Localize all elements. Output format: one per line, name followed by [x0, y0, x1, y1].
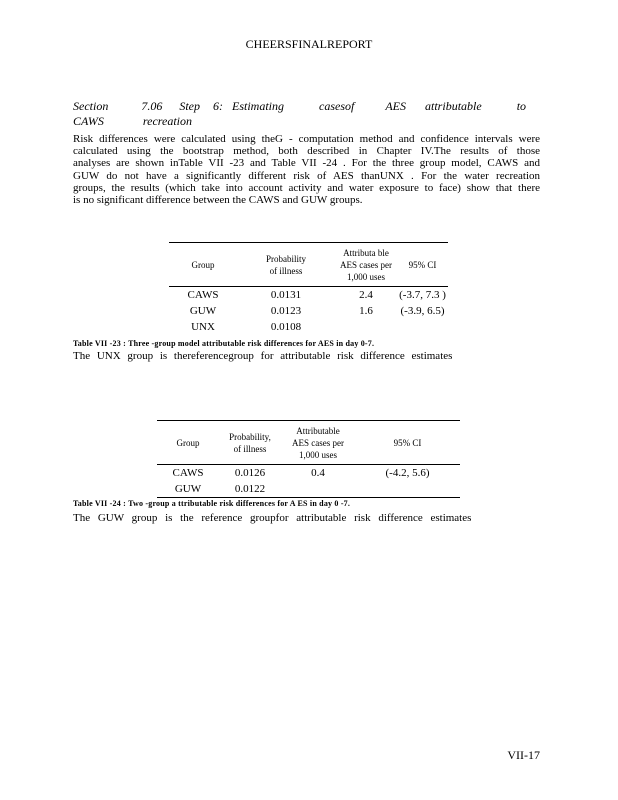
table-row	[157, 481, 460, 498]
cell-probability: 0.0131	[270, 289, 302, 301]
section-word-to: to	[516, 99, 527, 113]
cell-ci: (-3.7, 7.3 )	[399, 289, 446, 301]
header-probability: Probability of illness	[266, 253, 306, 276]
header-attributable: Attributa ble AES cases per 1,000 uses	[340, 247, 392, 282]
cell-group: GUW	[174, 483, 202, 495]
cell-group: CAWS	[172, 467, 204, 479]
header-probability: Probability, of illness	[229, 431, 271, 454]
table-header-row	[157, 421, 460, 465]
section-word-recreation: recreation	[142, 114, 192, 128]
cell-group: GUW	[189, 305, 217, 317]
section-word-aes: AES	[385, 99, 407, 113]
cell-probability: 0.0108	[270, 321, 302, 333]
table-vii-23-note: The UNX group is thereferencegroup for attributable risk difference estimates	[73, 350, 453, 362]
header-ci: 95% CI	[408, 259, 437, 270]
table-vii-23-caption: Table VII -23 : Three -group model attributable risk differences for AES in day 0-7.	[73, 339, 375, 348]
cell-ci	[355, 481, 460, 498]
table-row	[169, 319, 448, 335]
cell-probability: 0.0123	[270, 305, 302, 317]
table-vii-23	[169, 242, 448, 335]
cell-attributable	[335, 319, 397, 335]
cell-ci	[397, 319, 448, 335]
paragraph-line: GUW do not have a significantly different risk of AES thanUNX . For the water recreation	[73, 169, 540, 182]
body-paragraph	[73, 133, 540, 206]
cell-attributable: 0.4	[311, 467, 325, 479]
cell-probability: 0.0126	[234, 467, 266, 479]
cell-attributable	[281, 481, 355, 498]
section-word-estimating: Estimating	[232, 99, 285, 113]
cell-probability: 0.0122	[234, 483, 266, 495]
cell-group: UNX	[191, 321, 215, 333]
cell-ci: (-3.9, 6.5)	[400, 305, 445, 317]
table-vii-24	[157, 420, 460, 498]
header-ci: 95% CI	[393, 437, 422, 448]
step-word: Step	[179, 99, 200, 113]
section-heading	[73, 99, 553, 129]
cell-group: CAWS	[187, 289, 219, 301]
paragraph-line: calculated using the bootstrap method, both described in Chapter IV.The results of those	[73, 145, 540, 158]
cell-attributable: 2.4	[359, 289, 373, 301]
table-row	[157, 465, 460, 482]
table-row	[169, 303, 448, 319]
section-word-attributable: attributable	[425, 99, 482, 113]
paragraph-line: Risk differences were calculated using theG - computation method and confidence intervals were	[73, 133, 540, 145]
paragraph-line: analyses are shown inTable VII -23 and Table VII -24 . For the three group model, CAWS and	[73, 157, 540, 170]
paragraph-line: is no significant difference between the CAWS and GUW groups.	[73, 194, 363, 207]
section-word-caws: CAWS	[73, 114, 104, 128]
table-vii-24-note: The GUW group is the reference groupfor attributable risk difference estimates	[73, 512, 472, 524]
table-vii-24-caption: Table VII -24 : Two -group a ttributable risk differences for A ES in day 0 -7.	[73, 499, 351, 508]
header-group: Group	[191, 259, 215, 270]
cell-ci: (-4.2, 5.6)	[385, 467, 430, 479]
section-word-casesof: casesof	[319, 99, 355, 113]
section-number: 7.06	[141, 99, 163, 113]
cell-attributable: 1.6	[359, 305, 373, 317]
step-number: 6:	[213, 99, 223, 113]
header-attributable: Attributable AES cases per 1,000 uses	[292, 425, 344, 460]
report-header: CHEERSFINALREPORT	[245, 37, 373, 51]
header-group: Group	[176, 437, 200, 448]
page-number: VII-17	[507, 748, 540, 762]
table-row	[169, 287, 448, 304]
paragraph-line: groups, the results (which take into account activity and water exposure to face) show that there	[73, 181, 540, 194]
section-word: Section	[73, 99, 109, 113]
table-header-row	[169, 243, 448, 287]
